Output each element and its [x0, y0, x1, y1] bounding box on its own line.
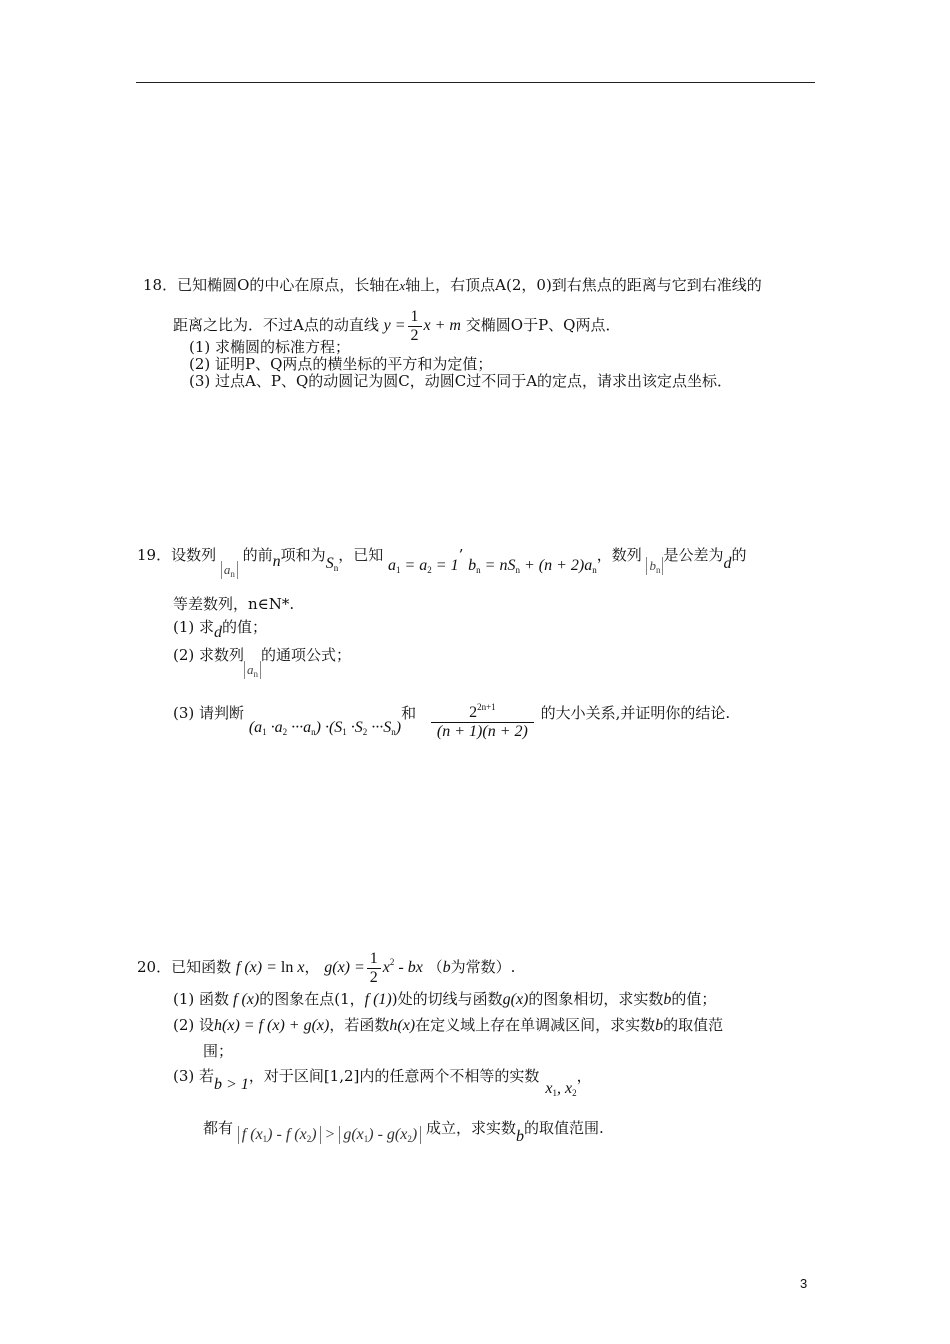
p20-sub-3-cont: 都有 f $(x_1)$ - f $(x_2) > g(x_1) - g(x_2)$ 成立，求实数b的取值范围.	[203, 1119, 604, 1145]
p19-seq-b: $b_n$	[646, 557, 663, 575]
p19-line-1: 19．设数列 $a_n$ 的前n项和为$S_n$，已知 $a_1 = a_2 = 1$’ $b_n = nS_n + (n + 2)a_n$，数列 $b_n$是公差为d的	[137, 546, 747, 579]
p20-inequality: f $(x_1)$ - f $(x_2) > g(x_1) - g(x_2)$	[238, 1126, 421, 1143]
p18-line-1: 18．已知椭圆O的中心在原点，长轴在x轴上，右顶点A(2，0)到右焦点的距离与它到右准线的	[143, 276, 762, 294]
p18-sub-3: (3) 过点A、P、Q的动圆记为圆C，动圆C过不同于A的定点，请求出该定点坐标．	[189, 372, 733, 390]
p19-sub-1: (1) 求d的值；	[173, 618, 268, 641]
p18-sub-1: (1) 求椭圆的标准方程；	[189, 338, 351, 356]
p18-line-2: 距离之比为．不过A点的动直线 y = $\frac{1}{2}$ x + m 交椭圆O于P、Q两点．	[173, 308, 621, 344]
p20-g-def: g(x) = $\frac{1}{2}$ $x^2$ - bx	[324, 950, 423, 986]
p19-line-2: 等差数列，n∈N*.	[173, 595, 295, 613]
p20-sub-2-cont: 围；	[203, 1042, 234, 1060]
p18-axis-x: x	[399, 278, 406, 293]
page-number: 3	[800, 1276, 808, 1291]
p19-fraction: $\frac{2^{2n+1}}{(n + 1)(n + 2)}$	[431, 704, 534, 741]
p19-sub-3: (3) 请判断 $(a_1 \cdot a_2 \cdot\cdot\cdot a_n) \cdot(S_1 \cdot S_2 \cdot\cdot\cdot S_n)$和 $\frac{2^{2n+1}}{(n + 1)(n + 2)}$ 的大小关系,并证明你的结论.	[173, 702, 731, 740]
p20-sub-1: (1) 函数 f (x)的图象在点(1，f (1))处的切线与函数g(x)的图象相切，求实数b的值；	[173, 990, 717, 1008]
p18-sub-2: (2) 证明P、Q两点的横坐标的平方和为定值；	[189, 355, 493, 373]
p19-sub-2: (2) 求数列$a_n$的通项公式；	[173, 646, 352, 679]
p19-bn-def: $b_n = nS_n + (n + 2)a_n$	[468, 557, 597, 575]
header-rule	[136, 82, 815, 83]
p19-product-expr: $(a_1 \cdot a_2 \cdot\cdot\cdot a_n) \cdot(S_1 \cdot S_2 \cdot\cdot\cdot S_n)$	[248, 719, 402, 737]
p20-f-def: f (x) = ln x	[235, 959, 305, 977]
p19-initial: $a_1 = a_2 = 1$	[387, 557, 459, 575]
p20-sub-2: (2) 设h(x) = f (x) + g(x)，若函数h(x)在定义域上存在单调减区间，求实数b的取值范	[173, 1016, 724, 1034]
p19-seq-a: $a_n$	[221, 561, 238, 579]
p18-line-equation: y = $\frac{1}{2}$ x + m	[383, 308, 461, 344]
p20-line-1: 20．已知函数 f (x) = ln x， g(x) = $\frac{1}{2}$ $x^2$ - bx （b为常数）.	[137, 950, 516, 986]
p20-sub-3: (3) 若b > 1，对于区间[1,2]内的任意两个不相等的实数$x_1$, $x_2$，	[173, 1067, 592, 1098]
p19-seq-a-2: $a_n$	[244, 661, 261, 679]
p19-sum-s: $S_n$	[325, 555, 339, 573]
